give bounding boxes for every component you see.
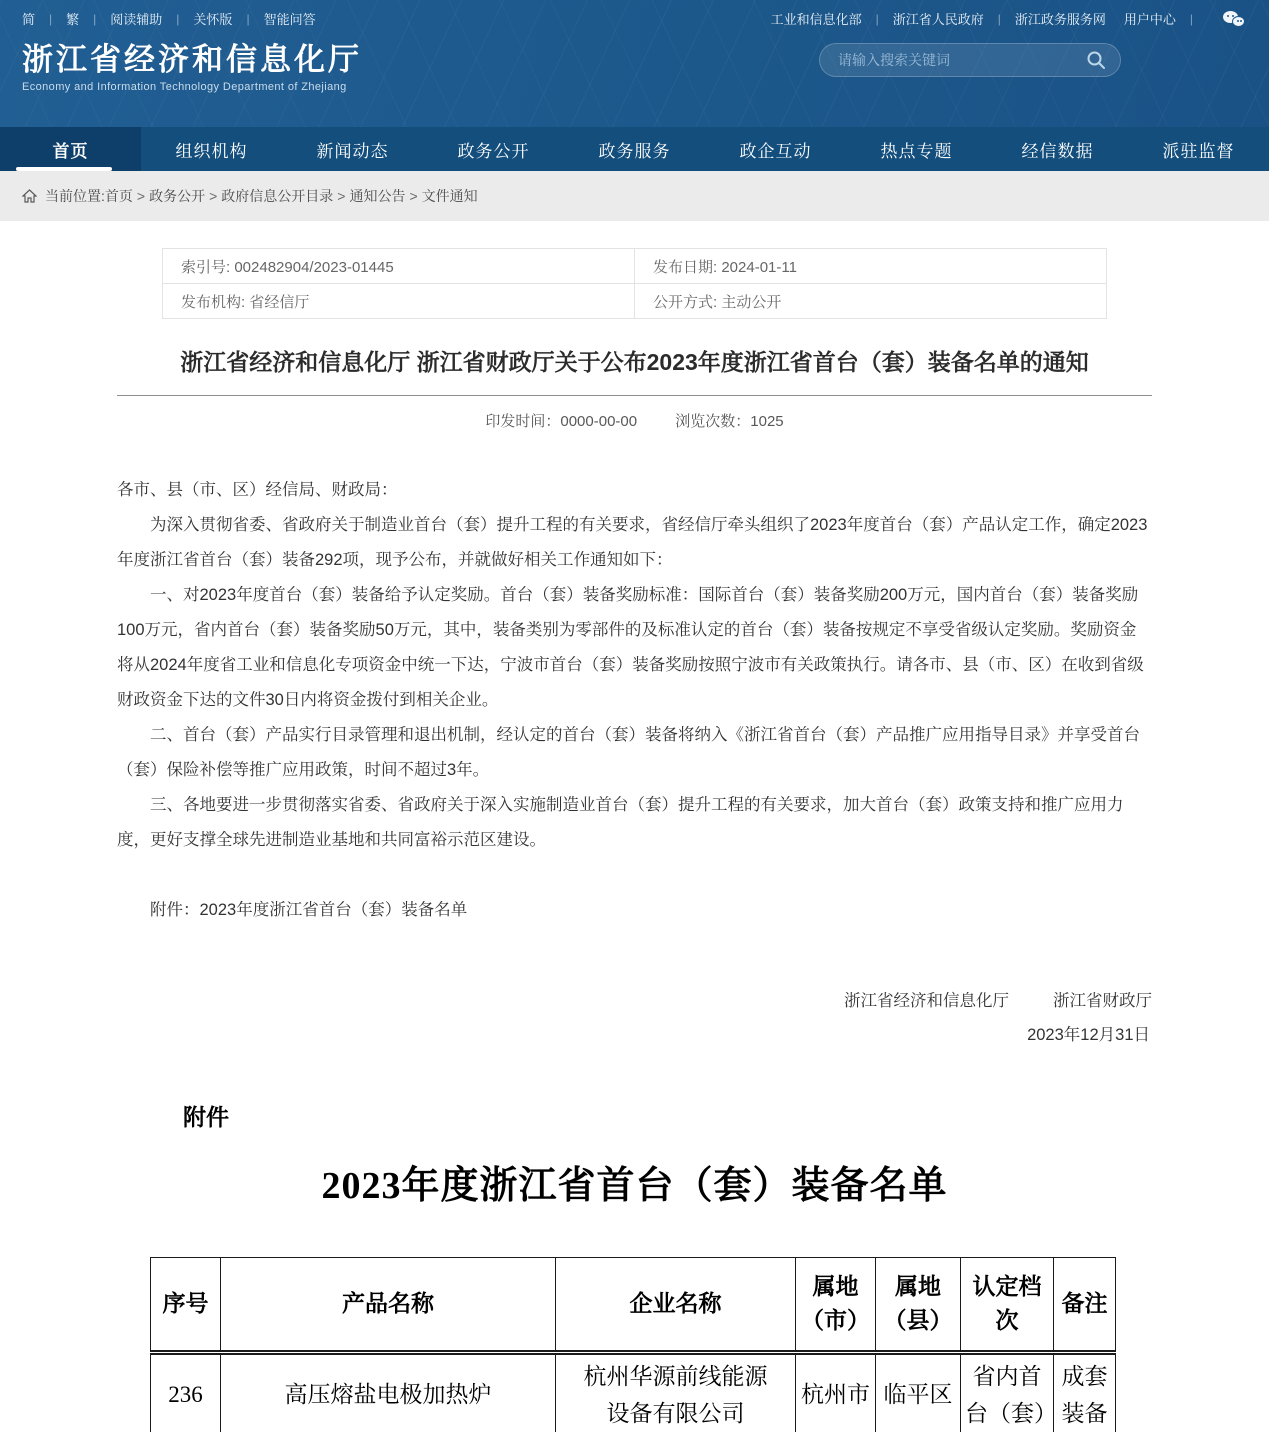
- doc-puborg-cell: [163, 284, 635, 319]
- cell-product: 高压熔盐电极加热炉: [221, 1353, 556, 1432]
- nav-item-gov-enterprise[interactable]: 政企互动: [739, 141, 812, 161]
- nav-item-gov-services[interactable]: 政务服务: [598, 141, 671, 161]
- views-label: 浏览次数：: [675, 413, 751, 430]
- appendix-title: 2023年度浙江省首台（套）装备名单: [321, 1165, 948, 1207]
- divider: >: [409, 188, 418, 204]
- nav-item-hot-topics[interactable]: 热点专题: [880, 141, 953, 161]
- site-title: 浙江省经济和信息化厅: [22, 42, 362, 77]
- search-input[interactable]: [838, 52, 1086, 68]
- doc-puborg-value: 省经信厅: [249, 293, 310, 311]
- doc-pubdate-value: 2024-01-11: [721, 258, 797, 276]
- wechat-icon[interactable]: [1223, 10, 1247, 28]
- nav-item-supervision[interactable]: 派驻监督: [1162, 141, 1235, 161]
- breadcrumb-item-notices[interactable]: 通知公告: [349, 188, 406, 204]
- site-subtitle: Economy and Information Technology Department of Zhejiang: [22, 81, 347, 93]
- paragraph: 二、首台（套）产品实行目录管理和退出机制，经认定的首台（套）装备将纳入《浙江省首台（套）产品推广应用指导目录》并享受首台（套）保险补偿等推广应用政策，时间不超过3年。: [117, 726, 1140, 779]
- doc-openmode-cell: [635, 284, 1107, 319]
- link-simplified[interactable]: 简: [22, 12, 36, 27]
- table-row: [163, 284, 1107, 319]
- doc-puborg-label: 发布机构:: [181, 293, 246, 311]
- equipment-table: [150, 1257, 1116, 1432]
- cell-city: 杭州市: [796, 1353, 876, 1432]
- link-miit[interactable]: 工业和信息化部: [770, 12, 862, 27]
- nav-item-home[interactable]: 首页: [0, 127, 141, 171]
- divider: |: [875, 11, 879, 26]
- cell-note: 成套装备: [1054, 1353, 1116, 1432]
- link-zhejiang-service[interactable]: 浙江政务服务网: [1014, 12, 1106, 27]
- col-header-company: 企业名称: [556, 1258, 796, 1353]
- site-banner: [0, 28, 1269, 93]
- doc-body: [117, 473, 1152, 928]
- link-traditional[interactable]: 繁: [66, 12, 80, 27]
- divider: |: [176, 11, 180, 26]
- link-user-center[interactable]: 用户中心: [1123, 12, 1176, 27]
- col-header-note: 备注: [1054, 1258, 1116, 1353]
- doc-index-cell: [163, 249, 635, 284]
- home-icon: [22, 189, 37, 203]
- page-title: 浙江省经济和信息化厅 浙江省财政厅关于公布2023年度浙江省首台（套）装备名单的通知: [180, 349, 1089, 375]
- paragraph: 为深入贯彻省委、省政府关于制造业首台（套）提升工程的有关要求，省经信厅牵头组织了2023年度首台（套）产品认定工作，确定2023年度浙江省首台（套）装备292项，现予公布，并就做好相关工作通知如下：: [117, 516, 1148, 569]
- breadcrumb-item-disclosure[interactable]: 政务公开: [149, 188, 206, 204]
- cell-no: 236: [151, 1353, 221, 1432]
- divider: >: [136, 188, 146, 204]
- doc-pubdate-cell: [635, 249, 1107, 284]
- nav-item-organization[interactable]: 组织机构: [175, 141, 248, 161]
- divider: |: [246, 11, 250, 26]
- title-divider: [117, 395, 1152, 396]
- doc-index-label: 索引号:: [181, 258, 231, 276]
- search-icon[interactable]: [1086, 50, 1106, 70]
- cell-company: [556, 1353, 796, 1432]
- views-value: 1025: [750, 413, 784, 430]
- col-header-grade: 认定档次: [961, 1258, 1054, 1353]
- main-nav: [0, 127, 1269, 171]
- col-header-no: 序号: [151, 1258, 221, 1353]
- doc-openmode-label: 公开方式:: [653, 293, 718, 311]
- paragraph: 三、各地要进一步贯彻落实省委、省政府关于深入实施制造业首台（套）提升工程的有关要求，加大首台（套）政策支持和推广应用力度，更好支撑全球先进制造业基地和共同富裕示范区建设。: [117, 796, 1124, 849]
- company-name: 杭州华源前线能源设备有限公司: [583, 1364, 768, 1426]
- signature-org-1: 浙江省经济和信息化厅: [844, 992, 1009, 1010]
- link-zhejiang-gov[interactable]: 浙江省人民政府: [892, 12, 984, 27]
- site-header: [0, 0, 1269, 127]
- link-smart-qa[interactable]: 智能问答: [263, 12, 316, 27]
- nav-item-data[interactable]: 经信数据: [1021, 141, 1094, 161]
- col-header-county: 属地（县）: [876, 1258, 961, 1353]
- col-header-product: 产品名称: [221, 1258, 556, 1353]
- divider: |: [49, 11, 53, 26]
- breadcrumb-item-home[interactable]: 首页: [104, 188, 133, 204]
- col-header-city: 属地（市）: [796, 1258, 876, 1353]
- link-reading-aid[interactable]: 阅读辅助: [110, 12, 163, 27]
- breadcrumb-prefix: 当前位置:: [45, 188, 105, 204]
- topbar: [0, 0, 1269, 28]
- print-time-label: 印发时间：: [485, 413, 561, 430]
- divider: |: [93, 11, 97, 26]
- doc-meta: [117, 410, 1152, 431]
- table-row: [151, 1353, 1116, 1432]
- nav-item-gov-disclosure[interactable]: 政务公开: [457, 141, 530, 161]
- appendix: [117, 1099, 1152, 1432]
- link-care-version[interactable]: 关怀版: [193, 12, 233, 27]
- table-row: [163, 249, 1107, 284]
- print-time-value: 0000-00-00: [560, 413, 638, 430]
- divider: >: [337, 188, 346, 204]
- breadcrumb: [0, 171, 1269, 221]
- topbar-left-links: [22, 9, 316, 28]
- doc-index-value: 002482904/2023-01445: [234, 258, 394, 276]
- cell-county: 临平区: [876, 1353, 961, 1432]
- doc-info-table: [162, 248, 1107, 319]
- doc-openmode-value: 主动公开: [721, 293, 782, 311]
- paragraph: 一、对2023年度首台（套）装备给予认定奖励。首台（套）装备奖励标准：国际首台（套）装备奖励200万元，国内首台（套）装备奖励100万元，省内首台（套）装备奖励50万元，其中，装备类别为零部件的及标准认定的首台（套）装备按规定不享受省级认定奖励。奖励资金将从2024年度省工业和信息化专项资金中统一下达，宁波市首台（套）装备奖励按照宁波市有关政策执行。请各市、县（市、区）在收到省级财政资金下达的文件30日内将资金拨付到相关企业。: [117, 586, 1144, 709]
- article: [117, 221, 1152, 1432]
- cell-grade: 省内首台（套）: [961, 1353, 1054, 1432]
- table-header-row: [151, 1258, 1116, 1353]
- attachment-reference: 附件：2023年度浙江省首台（套）装备名单: [150, 901, 468, 919]
- divider: |: [1189, 11, 1193, 26]
- signature-org-2: 浙江省财政厅: [1053, 992, 1152, 1010]
- signature-block: [117, 984, 1152, 1019]
- breadcrumb-item-catalog[interactable]: 政府信息公开目录: [221, 188, 334, 204]
- search-box: [819, 43, 1121, 77]
- divider: |: [997, 11, 1001, 26]
- appendix-label: 附件: [183, 1104, 229, 1130]
- salutation: 各市、县（市、区）经信局、财政局：: [117, 481, 398, 499]
- topbar-right-links: [771, 9, 1247, 28]
- breadcrumb-item-file-notice[interactable]: 文件通知: [421, 188, 478, 204]
- signature-date: 2023年12月31日: [1027, 1026, 1150, 1044]
- doc-pubdate-label: 发布日期:: [653, 258, 718, 276]
- divider: >: [209, 188, 218, 204]
- nav-item-news[interactable]: 新闻动态: [316, 141, 389, 161]
